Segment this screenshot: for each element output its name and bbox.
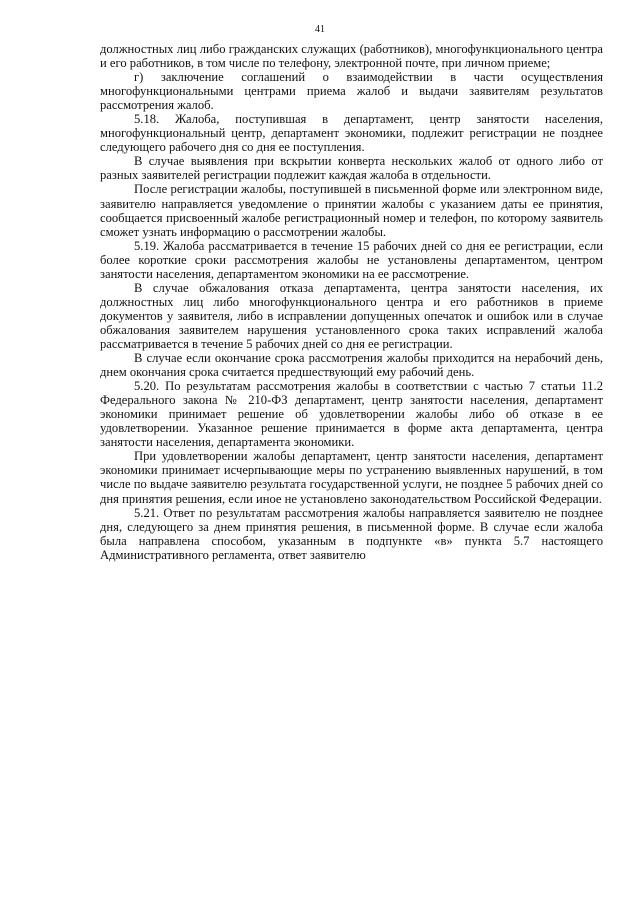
paragraph-envelope: В случае выявления при вскрытии конверта нескольких жалоб от одного либо от разных заявителей регистрации подлежит каждая жалоба в отдельности. <box>100 154 603 183</box>
paragraph-5-20: 5.20. По результатам рассмотрения жалобы в соответствии с частью 7 статьи 11.2 Федерального закона № 210-ФЗ департамент, центр занятости населения, департамент экономики принимает решение об удовлетворении жалобы либо об отказе в ее удовлетворении. Указанное решение принимается в форме акта департамента, центра занятости населения, департамента экономики. <box>100 379 603 450</box>
paragraph-after-registration: После регистрации жалобы, поступившей в письменной форме или электронном виде, заявителю направляется уведомление о принятии жалобы с указанием даты ее принятия, сообщается присвоенный жалобе регистрационный номер и телефон, по которому заявитель сможет узнать информацию о рассмотрении жалобы. <box>100 182 603 239</box>
paragraph-nonworking-day: В случае если окончание срока рассмотрения жалобы приходится на нерабочий день, днем окончания срока считается предшествующий ему рабочий день. <box>100 351 603 380</box>
paragraph-item-g: г) заключение соглашений о взаимодействии в части осуществления многофункциональными центрами приема жалоб и выдачи заявителям результатов рассмотрения жалоб. <box>100 70 603 113</box>
paragraph-satisfaction: При удовлетворении жалобы департамент, центр занятости населения, департамент экономики принимает исчерпывающие меры по устранению выявленных нарушений, в том числе по выдаче заявителю результата государственной услуги, не позднее 5 рабочих дней со дня принятия решения, если иное не установлено законодательством Российской Федерации. <box>100 449 603 506</box>
paragraph-5-21: 5.21. Ответ по результатам рассмотрения жалобы направляется заявителю не позднее дня, следующего за днем принятия решения, в письменной форме. В случае если жалоба была направлена способом, указанным в подпункте «в» пункта 5.7 настоящего Административного регламента, ответ заявителю <box>100 505 603 562</box>
paragraph-5-19: 5.19. Жалоба рассматривается в течение 15 рабочих дней со дня ее регистрации, если более короткие сроки рассмотрения жалобы не установлены департаментом, центром занятости населения, департаментом экономики на ее рассмотрение. <box>100 238 603 281</box>
page-number: 41 <box>315 24 325 35</box>
paragraph-continuation: должностных лиц либо гражданских служащих (работников), многофункционального центра и его работников, в том числе по телефону, электронной почте, при личном приеме; <box>100 42 603 71</box>
paragraph-5-18: 5.18. Жалоба, поступившая в департамент, центр занятости населения, многофункциональный центр, департамент экономики, подлежит регистрации не позднее следующего рабочего дня со дня ее поступления. <box>100 112 603 155</box>
document-body <box>100 42 603 562</box>
paragraph-appeal-refusal: В случае обжалования отказа департамента, центра занятости населения, их должностных лиц либо многофункционального центра и его работников в приеме документов у заявителя, либо в исправлении допущенных опечаток и ошибок или в случае обжалования заявителем нарушения установленного срока таких исправлений жалоба рассматривается в течение 5 рабочих дней со дня ее регистрации. <box>100 280 603 351</box>
